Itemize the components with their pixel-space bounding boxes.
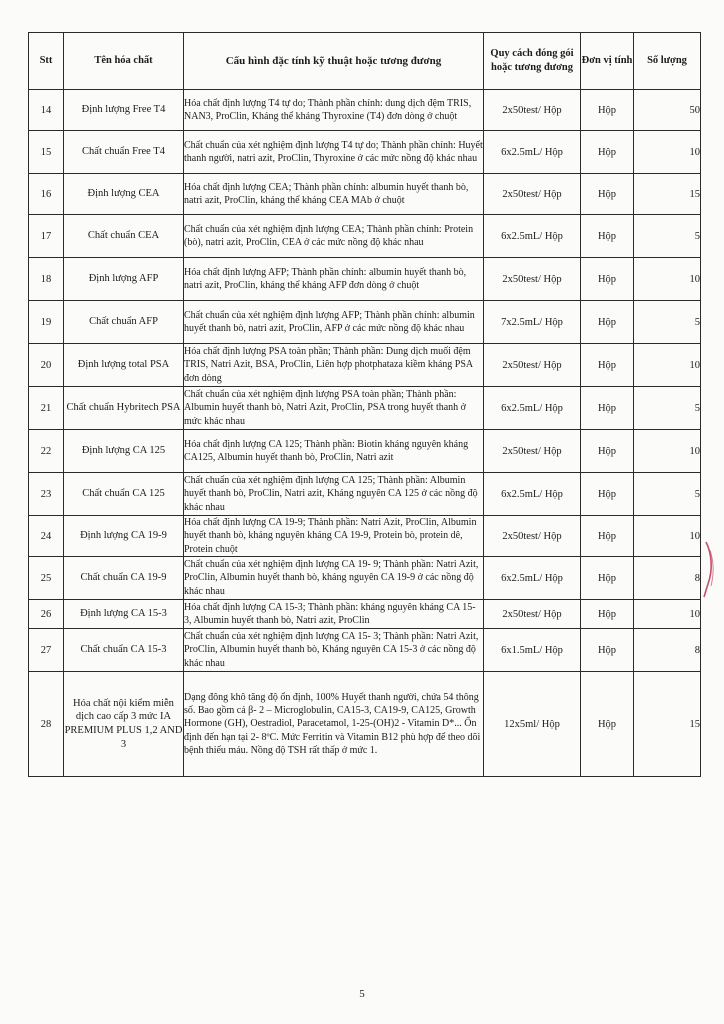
cell-qty: 10 <box>634 600 701 629</box>
cell-name: Chất chuẩn CA 19-9 <box>64 557 184 600</box>
cell-qty: 10 <box>634 516 701 557</box>
cell-qty: 8 <box>634 557 701 600</box>
table-row <box>29 557 701 600</box>
cell-spec: Chất chuẩn của xét nghiệm định lượng CA 15- 3; Thành phần: Natri Azit, ProClin, Albumin huyết thanh bò, Kháng nguyên CA 15-3 ở các nồng độ khác nhau <box>184 629 484 672</box>
cell-stt: 25 <box>29 557 64 600</box>
table-row <box>29 215 701 258</box>
cell-pack: 2x50test/ Hộp <box>484 430 581 473</box>
table-row <box>29 301 701 344</box>
cell-unit: Hộp <box>581 215 634 258</box>
page-number: 5 <box>359 988 365 1000</box>
table-row <box>29 387 701 430</box>
table-row <box>29 344 701 387</box>
cell-spec: Hóa chất định lượng CA 15-3; Thành phần: kháng nguyên kháng CA 15-3, Albumin huyết thanh bò, Natri azit, ProClin <box>184 600 484 629</box>
cell-pack: 2x50test/ Hộp <box>484 344 581 387</box>
cell-stt: 18 <box>29 258 64 301</box>
cell-qty: 10 <box>634 258 701 301</box>
cell-unit: Hộp <box>581 301 634 344</box>
cell-name: Chất chuẩn Hybritech PSA <box>64 387 184 430</box>
cell-qty: 10 <box>634 430 701 473</box>
table-row <box>29 131 701 174</box>
cell-pack: 2x50test/ Hộp <box>484 174 581 215</box>
cell-qty: 5 <box>634 301 701 344</box>
cell-pack: 2x50test/ Hộp <box>484 600 581 629</box>
header-pack: Quy cách đóng gói hoặc tương đương <box>484 33 581 90</box>
table-row <box>29 174 701 215</box>
cell-pack: 12x5ml/ Hộp <box>484 672 581 777</box>
table-row <box>29 672 701 777</box>
cell-name: Định lượng total PSA <box>64 344 184 387</box>
cell-stt: 16 <box>29 174 64 215</box>
header-row <box>29 33 701 90</box>
cell-unit: Hộp <box>581 258 634 301</box>
cell-qty: 10 <box>634 131 701 174</box>
chemicals-table <box>28 32 701 777</box>
cell-spec: Hóa chất định lượng CEA; Thành phần chính: albumin huyết thanh bò, natri azit, ProClin, kháng thể kháng CEA MAb ở chuột <box>184 174 484 215</box>
cell-stt: 14 <box>29 90 64 131</box>
cell-name: Định lượng CA 15-3 <box>64 600 184 629</box>
table-row <box>29 629 701 672</box>
cell-unit: Hộp <box>581 430 634 473</box>
cell-pack: 2x50test/ Hộp <box>484 516 581 557</box>
cell-name: Định lượng AFP <box>64 258 184 301</box>
cell-unit: Hộp <box>581 174 634 215</box>
cell-name: Định lượng Free T4 <box>64 90 184 131</box>
cell-stt: 28 <box>29 672 64 777</box>
table-row <box>29 258 701 301</box>
cell-spec: Chất chuẩn của xét nghiệm định lượng AFP; Thành phần chính: albumin huyết thanh bò, natri azit, ProClin, AFP ở các mức nồng độ khác nhau <box>184 301 484 344</box>
cell-spec: Chất chuẩn của xét nghiệm định lượng CEA; Thành phần chính: Protein (bò), natri azit, ProClin, CEA ở các mức nồng độ khác nhau <box>184 215 484 258</box>
cell-stt: 23 <box>29 473 64 516</box>
cell-name: Hóa chất nội kiểm miễn dịch cao cấp 3 mức IA PREMIUM PLUS 1,2 AND 3 <box>64 672 184 777</box>
cell-qty: 15 <box>634 672 701 777</box>
cell-pack: 6x2.5mL/ Hộp <box>484 215 581 258</box>
cell-spec: Hóa chất định lượng T4 tự do; Thành phần chính: dung dịch đệm TRIS, NAN3, ProClin, Kháng thể kháng Thyroxine (T4) đơn dòng ở chuột <box>184 90 484 131</box>
cell-pack: 6x2.5mL/ Hộp <box>484 557 581 600</box>
cell-spec: Hóa chất định lượng CA 125; Thành phần: Biotin kháng nguyên kháng CA125, Albumin huyết thanh bò, ProClin, Natri azit <box>184 430 484 473</box>
cell-name: Định lượng CA 125 <box>64 430 184 473</box>
cell-stt: 20 <box>29 344 64 387</box>
cell-unit: Hộp <box>581 557 634 600</box>
table-row <box>29 516 701 557</box>
cell-qty: 8 <box>634 629 701 672</box>
cell-unit: Hộp <box>581 473 634 516</box>
cell-pack: 6x2.5mL/ Hộp <box>484 387 581 430</box>
cell-stt: 17 <box>29 215 64 258</box>
cell-unit: Hộp <box>581 344 634 387</box>
header-qty: Số lượng <box>634 33 701 90</box>
cell-pack: 2x50test/ Hộp <box>484 258 581 301</box>
cell-stt: 24 <box>29 516 64 557</box>
cell-spec: Chất chuẩn của xét nghiệm định lượng T4 tự do; Thành phần chính: Huyết thanh người, natri azit, ProClin, Thyroxine ở các mức nồng độ khác nhau <box>184 131 484 174</box>
cell-pack: 2x50test/ Hộp <box>484 90 581 131</box>
cell-stt: 26 <box>29 600 64 629</box>
header-unit: Đơn vị tính <box>581 33 634 90</box>
cell-stt: 22 <box>29 430 64 473</box>
cell-unit: Hộp <box>581 90 634 131</box>
cell-qty: 15 <box>634 174 701 215</box>
cell-qty: 5 <box>634 387 701 430</box>
cell-name: Chất chuẩn CA 15-3 <box>64 629 184 672</box>
cell-name: Chất chuẩn CEA <box>64 215 184 258</box>
seal-edge-mark <box>700 540 716 598</box>
cell-spec: Hóa chất định lượng PSA toàn phần; Thành phần: Dung dịch muối đệm TRIS, Natri Azit, BSA, ProClin, Liên hợp photphataza kiềm kháng PSA đơn dòng <box>184 344 484 387</box>
cell-unit: Hộp <box>581 516 634 557</box>
cell-spec: Chất chuẩn của xét nghiệm định lượng CA 125; Thành phần: Albumin huyết thanh bò, ProClin, Natri azit, Kháng nguyên CA 125 ở các nồng độ khác nhau <box>184 473 484 516</box>
cell-unit: Hộp <box>581 672 634 777</box>
header-stt: Stt <box>29 33 64 90</box>
cell-spec: Chất chuẩn của xét nghiệm định lượng CA 19- 9; Thành phần: Natri Azit, ProClin, Albumin huyết thanh bò, kháng nguyên CA 19-9 ở các nồng độ khác nhau <box>184 557 484 600</box>
cell-spec: Chất chuẩn của xét nghiệm định lượng PSA toàn phần; Thành phần: Albumin huyết thanh bò, Natri Azit, ProClin, PSA trong huyết thanh ở mức khác nhau <box>184 387 484 430</box>
cell-pack: 7x2.5mL/ Hộp <box>484 301 581 344</box>
cell-name: Định lượng CA 19-9 <box>64 516 184 557</box>
cell-pack: 6x2.5mL/ Hộp <box>484 131 581 174</box>
table-row <box>29 473 701 516</box>
cell-qty: 50 <box>634 90 701 131</box>
cell-name: Định lượng CEA <box>64 174 184 215</box>
cell-qty: 10 <box>634 344 701 387</box>
cell-name: Chất chuẩn AFP <box>64 301 184 344</box>
cell-pack: 6x2.5mL/ Hộp <box>484 473 581 516</box>
cell-unit: Hộp <box>581 629 634 672</box>
table-row <box>29 90 701 131</box>
cell-qty: 5 <box>634 473 701 516</box>
cell-spec: Hóa chất định lượng AFP; Thành phần chính: albumin huyết thanh bò, natri azit, ProClin, kháng thể kháng AFP đơn dòng ở chuột <box>184 258 484 301</box>
cell-stt: 27 <box>29 629 64 672</box>
cell-unit: Hộp <box>581 131 634 174</box>
cell-unit: Hộp <box>581 600 634 629</box>
cell-name: Chất chuẩn CA 125 <box>64 473 184 516</box>
cell-qty: 5 <box>634 215 701 258</box>
cell-stt: 19 <box>29 301 64 344</box>
cell-unit: Hộp <box>581 387 634 430</box>
cell-name: Chất chuẩn Free T4 <box>64 131 184 174</box>
table-row <box>29 600 701 629</box>
header-name: Tên hóa chất <box>64 33 184 90</box>
cell-spec: Dạng đông khô tăng độ ổn định, 100% Huyết thanh người, chứa 54 thông số. Bao gồm cả β- 2 – Microglobulin, CA15-3, CA19-9, CA125, Growth Hormone (GH), Oestradiol, Paracetamol, 1-25-(OH)2 - Vitamin D*... Ổn định đến hạn tại 2- 8ºC. Mức Ferritin và Vitamin B12 phù hợp để theo dõi bệnh thiếu máu. Nồng độ TSH rất thấp ở mức 1. <box>184 672 484 777</box>
table-row <box>29 430 701 473</box>
header-spec: Cấu hình đặc tính kỹ thuật hoặc tương đương <box>184 33 484 90</box>
cell-stt: 15 <box>29 131 64 174</box>
cell-spec: Hóa chất định lượng CA 19-9; Thành phần: Natri Azit, ProClin, Albumin huyết thanh bò, kháng nguyên kháng CA 19-9, Protein bò, protein dê, Protein chuột <box>184 516 484 557</box>
cell-pack: 6x1.5mL/ Hộp <box>484 629 581 672</box>
cell-stt: 21 <box>29 387 64 430</box>
